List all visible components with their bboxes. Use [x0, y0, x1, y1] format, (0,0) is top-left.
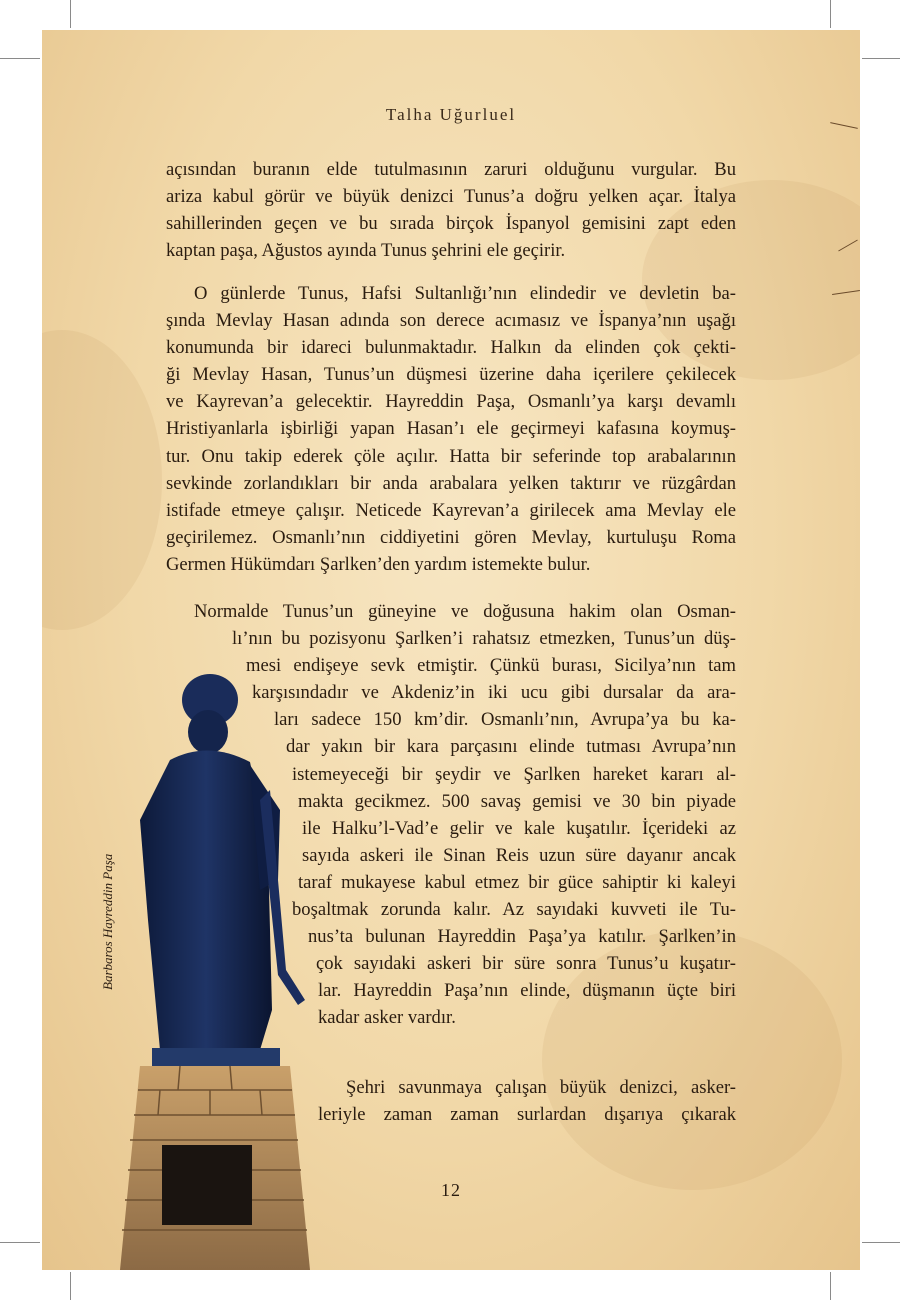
text-line: ği Mevlay Hasan, Tunus’un düşmesi üzerine daha içerilere çekilecek — [166, 364, 736, 386]
crop-mark — [830, 0, 831, 28]
paragraph-1 — [166, 156, 736, 264]
text-line: ve Kayrevan’a gelecektir. Hayreddin Paşa, Osmanlı’ya karşı devamlı — [166, 391, 736, 413]
text-line: lı’nın bu pozisyonu Şarlken’i rahatsız etmezken, Tunus’un düş- — [232, 628, 736, 650]
crop-mark — [862, 58, 900, 59]
text-line: açısından buranın elde tutulmasının zaruri olduğunu vurgular. Bu — [166, 159, 736, 180]
text-line: Germen Hükümdarı Şarlken’den yardım istemekte bulur. — [166, 553, 591, 575]
crop-mark — [830, 1272, 831, 1300]
text-line: leriyle zaman zaman surlardan dışarıya çıkarak — [318, 1104, 736, 1126]
text-line: sahillerinden geçen ve bu sırada birçok İspanyol gemisini zapt eden — [166, 213, 736, 235]
text-line: karşısındadır ve Akdeniz’in iki ucu gibi dursalar da ara- — [252, 682, 736, 704]
text-line: boşaltmak zorunda kalır. Az sayıdaki kuvveti ile Tu- — [292, 899, 736, 921]
text-line: tur. Onu takip ederek çöle açılır. Hatta bir seferinde top arabalarının — [166, 445, 736, 467]
text-line: O günlerde Tunus, Hafsi Sultanlığı’nın elindedir ve devletin ba- — [194, 283, 736, 304]
crop-mark — [70, 1272, 71, 1300]
text-line: taraf mukayese kabul etmez bir güce sahiptir ki kaleyi — [298, 871, 736, 893]
text-line: kaptan paşa, Ağustos ayında Tunus şehrini ele geçirir. — [166, 240, 566, 262]
text-line: makta gecikmez. 500 savaş gemisi ve 30 bin piyade — [298, 790, 736, 812]
crop-mark — [0, 1242, 40, 1243]
paragraph-2 — [166, 280, 736, 578]
text-line: Şehri savunmaya çalışan büyük denizci, asker- — [346, 1077, 736, 1098]
text-line: mesi endişeye sevk etmiştir. Çünkü burası, Sicilya’nın tam — [246, 655, 736, 677]
text-line: şında Mevlay Hasan adında son derece acımasız ve İspanya’nın uşağı — [166, 310, 736, 332]
text-line: ile Halku’l-Vad’e gelir ve kale kuşatılır. İçerideki az — [302, 817, 736, 839]
book-page — [42, 30, 860, 1270]
text-line: sevkinde zorlandıkları bir anda arabalara yelken taktırır ve rüzgârdan — [166, 472, 736, 494]
text-line: istemeyeceği bir şeydir ve Şarlken hareket kararı al- — [292, 763, 736, 785]
text-line: Normalde Tunus’un güneyine ve doğusuna hakim olan Osman- — [194, 601, 736, 622]
crop-mark — [0, 58, 40, 59]
crop-mark — [862, 1242, 900, 1243]
running-header: Talha Uğurluel — [385, 105, 517, 124]
text-line: istifade etmeye çalışır. Neticede Kayrevan’a girilecek ama Mevlay ele — [166, 499, 736, 521]
figure-caption: Barbaros Hayreddin Paşa — [100, 853, 115, 990]
text-line: ları sadece 150 km’dir. Osmanlı’nın, Avrupa’ya bu ka- — [274, 709, 736, 731]
text-line: dar yakın bir kara parçasını elinde tutması Avrupa’nın — [286, 736, 736, 758]
text-line: ariza kabul görür ve büyük denizci Tunus’a doğru yelken açar. İtalya — [166, 186, 736, 208]
text-line: çok sayıdaki askeri bir süre sonra Tunus’u kuşatır- — [316, 953, 736, 975]
crop-mark — [70, 0, 71, 28]
text-line: nus’ta bulunan Hayreddin Paşa’ya katılır. Şarlken’in — [308, 926, 736, 948]
text-line: kadar asker vardır. — [318, 1007, 456, 1029]
text-line: sayıda askeri ile Sinan Reis uzun süre dayanır ancak — [302, 844, 736, 866]
text-line: Hristiyanlarla işbirliği yapan Hasan’ı ele geçirmeyi kafasına koymuş- — [166, 418, 736, 440]
page-number: 12 — [441, 1180, 461, 1200]
text-line: lar. Hayreddin Paşa’nın elinde, düşmanın üçte biri — [318, 980, 736, 1002]
text-line: konumunda bir idareci bulunmaktadır. Halkın da elinden çok çekti- — [166, 337, 736, 359]
text-line: geçirilemez. Osmanlı’nın ciddiyetini gören Mevlay, kurtuluşu Roma — [166, 526, 736, 548]
